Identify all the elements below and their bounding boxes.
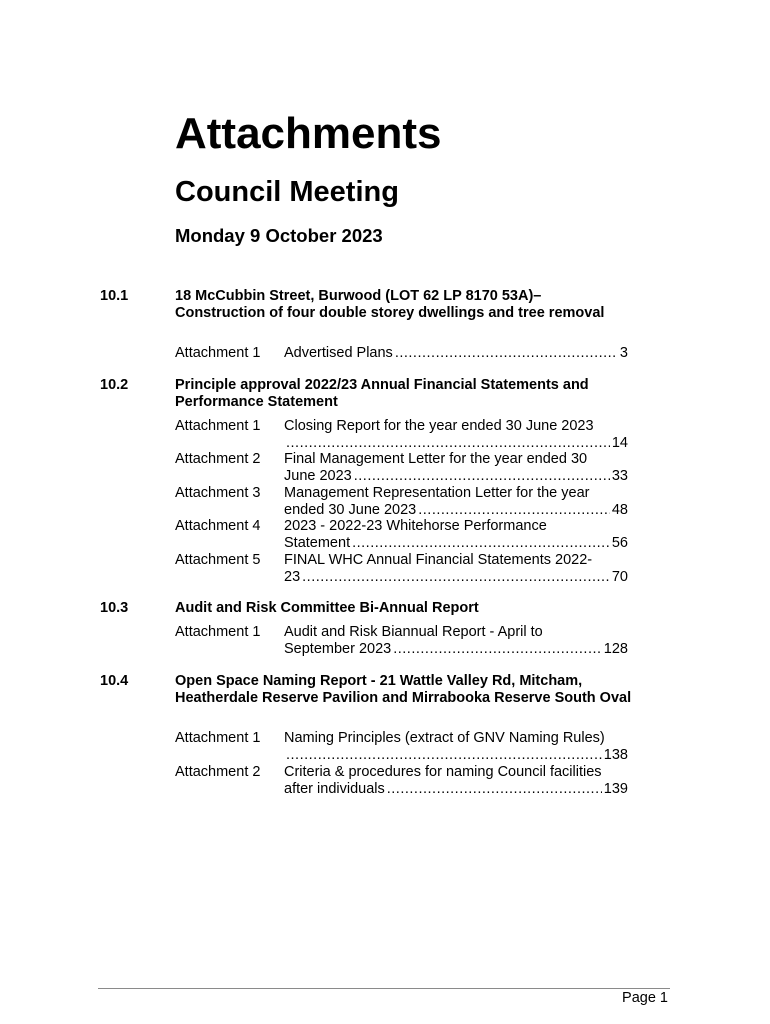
section-number: 10.3 <box>100 600 129 616</box>
section-title: Audit and Risk Committee Bi-Annual Report <box>175 600 479 616</box>
attachment-label: Attachment 2 <box>175 451 261 467</box>
dot-leader <box>395 345 618 362</box>
attachment-entry[interactable] <box>284 624 628 657</box>
attachment-title-cont: after individuals <box>284 780 385 797</box>
document-title: Attachments <box>175 109 442 158</box>
section-title: Open Space Naming Report - 21 Wattle Valley Rd, Mitcham, Heatherdale Reserve Pavilion and Mirrabooka Reserve South Oval <box>175 673 632 706</box>
attachment-title-cont: September 2023 <box>284 640 392 657</box>
dot-leader <box>352 535 610 552</box>
page-number: 138 <box>603 746 628 763</box>
page-number: 56 <box>611 534 628 551</box>
attachment-entry[interactable] <box>284 764 628 797</box>
attachment-title: Closing Report for the year ended 30 June 2023 <box>284 418 594 434</box>
dot-leader <box>393 641 602 658</box>
attachment-entry[interactable] <box>284 485 628 518</box>
page-number: 128 <box>603 640 628 657</box>
attachment-label: Attachment 5 <box>175 552 261 568</box>
dot-leader <box>302 569 610 586</box>
footer-page-number: Page 1 <box>622 990 668 1006</box>
section-title: 18 McCubbin Street, Burwood (LOT 62 LP 8170 53A)– Construction of four double storey dwellings and tree removal <box>175 288 605 321</box>
attachment-label: Attachment 1 <box>175 418 261 434</box>
attachment-title-cont: 23 <box>284 568 301 585</box>
page-number: 14 <box>611 434 628 451</box>
attachment-title-cont: Statement <box>284 534 351 551</box>
page-number: 139 <box>603 780 628 797</box>
attachment-label: Attachment 1 <box>175 730 261 746</box>
footer-divider <box>98 988 670 989</box>
attachment-entry[interactable] <box>284 451 628 484</box>
attachment-title-cont: June 2023 <box>284 467 352 484</box>
attachment-label: Attachment 1 <box>175 624 261 640</box>
attachment-title: 2023 - 2022-23 Whitehorse Performance <box>284 518 547 534</box>
page-number: 33 <box>611 467 628 484</box>
meeting-name: Council Meeting <box>175 176 399 208</box>
attachment-label: Attachment 3 <box>175 485 261 501</box>
attachment-label: Attachment 2 <box>175 764 261 780</box>
page-number: 48 <box>611 501 628 518</box>
attachment-entry[interactable] <box>284 518 628 551</box>
attachment-label: Attachment 4 <box>175 518 261 534</box>
section-title: Principle approval 2022/23 Annual Financial Statements and Performance Statement <box>175 377 589 410</box>
attachment-entry[interactable] <box>284 730 628 763</box>
attachment-title: Criteria & procedures for naming Council facilities <box>284 764 602 780</box>
page-number: 70 <box>611 568 628 585</box>
dot-leader <box>387 781 602 798</box>
attachment-label: Attachment 1 <box>175 345 261 361</box>
attachment-entry[interactable] <box>284 418 628 451</box>
attachment-entry[interactable] <box>284 552 628 585</box>
attachment-entry[interactable] <box>284 345 628 362</box>
dot-leader <box>286 435 610 452</box>
attachment-title-cont: ended 30 June 2023 <box>284 501 417 518</box>
attachment-title: Final Management Letter for the year ended 30 <box>284 451 588 467</box>
dot-leader <box>418 502 610 519</box>
section-number: 10.2 <box>100 377 129 393</box>
attachment-title: FINAL WHC Annual Financial Statements 2022- <box>284 552 593 568</box>
attachment-title: Advertised Plans <box>284 345 393 361</box>
section-number: 10.4 <box>100 673 129 689</box>
page-number: 3 <box>619 345 628 361</box>
attachment-title: Naming Principles (extract of GNV Naming Rules) <box>284 730 605 746</box>
section-number: 10.1 <box>100 288 129 304</box>
meeting-date: Monday 9 October 2023 <box>175 225 383 246</box>
attachment-title: Management Representation Letter for the year <box>284 485 590 501</box>
attachment-title: Audit and Risk Biannual Report - April to <box>284 624 543 640</box>
dot-leader <box>286 747 602 764</box>
dot-leader <box>354 468 610 485</box>
